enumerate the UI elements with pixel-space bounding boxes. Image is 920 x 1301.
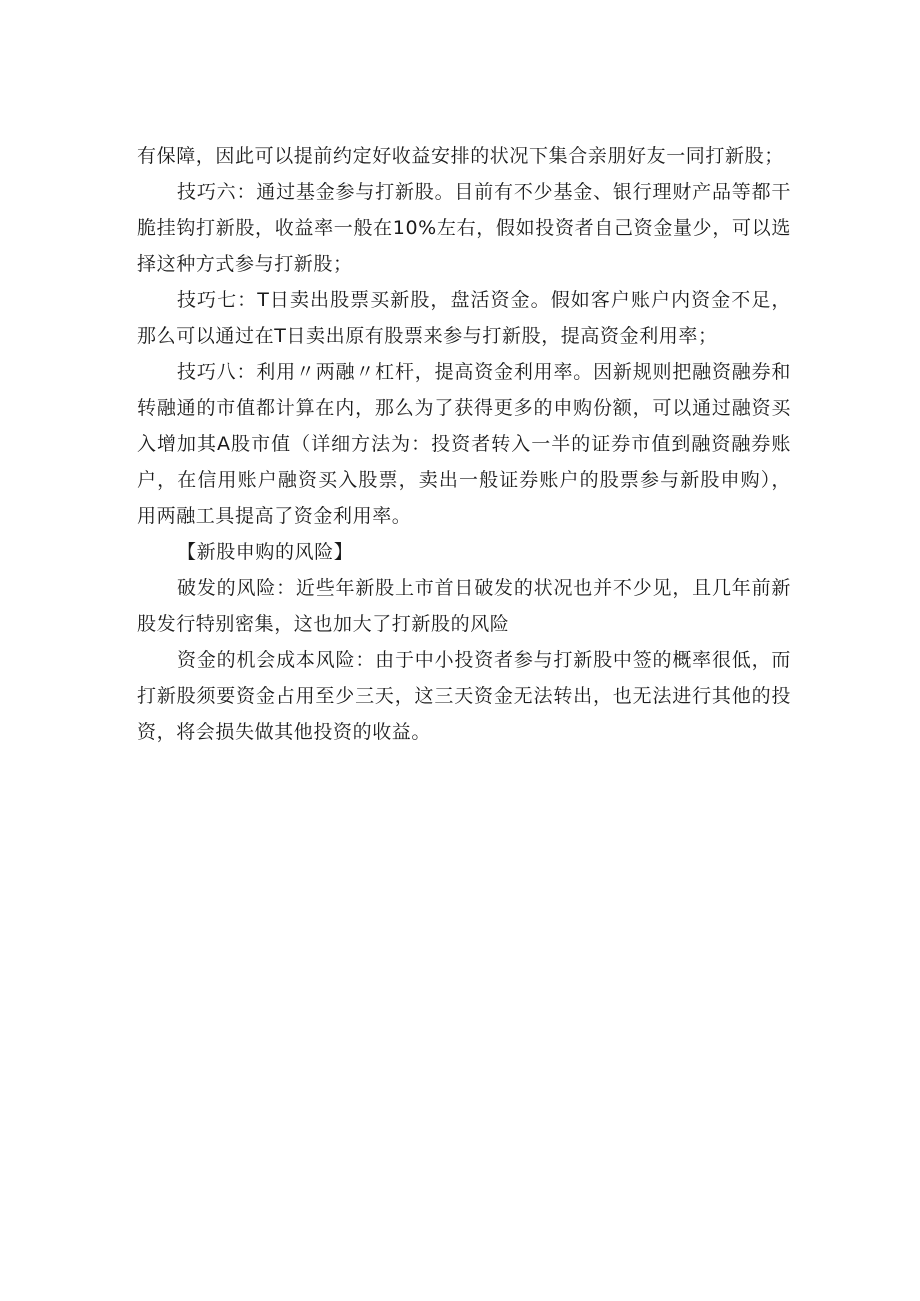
paragraph-tip-six: 技巧六：通过基金参与打新股。目前有不少基金、银行理财产品等都干脆挂钩打新股，收益率一般在10%左右，假如投资者自己资金量少，可以选择这种方式参与打新股； — [137, 181, 791, 275]
section-heading-risks: 【新股申购的风险】 — [177, 541, 354, 563]
paragraph-continuation: 有保障，因此可以提前约定好收益安排的状况下集合亲朋好友一同打新股； — [137, 145, 784, 167]
paragraph-tip-eight: 技巧八：利用〃两融〃杠杆，提高资金利用率。因新规则把融资融券和转融通的市值都计算在内，那么为了获得更多的申购份额，可以通过融资买入增加其A股市值（详细方法为：投资者转入一半的证券市值到融资融券账户，在信用账户融资买入股票，卖出一般证券账户的股票参与新股申购），用两融工具提高了资金利用率。 — [137, 361, 791, 527]
paragraph-break-issue-risk: 破发的风险：近些年新股上市首日破发的状况也并不少见，且几年前新股发行特别密集，这也加大了打新股的风险 — [137, 577, 791, 635]
paragraph-tip-seven: 技巧七：T日卖出股票买新股，盘活资金。假如客户账户内资金不足，那么可以通过在T日卖出原有股票来参与打新股，提高资金利用率； — [137, 289, 791, 347]
paragraph-opportunity-cost-risk: 资金的机会成本风险：由于中小投资者参与打新股中签的概率很低，而打新股须要资金占用至少三天，这三天资金无法转出，也无法进行其他的投资，将会损失做其他投资的收益。 — [137, 649, 791, 743]
document-body — [137, 138, 791, 750]
